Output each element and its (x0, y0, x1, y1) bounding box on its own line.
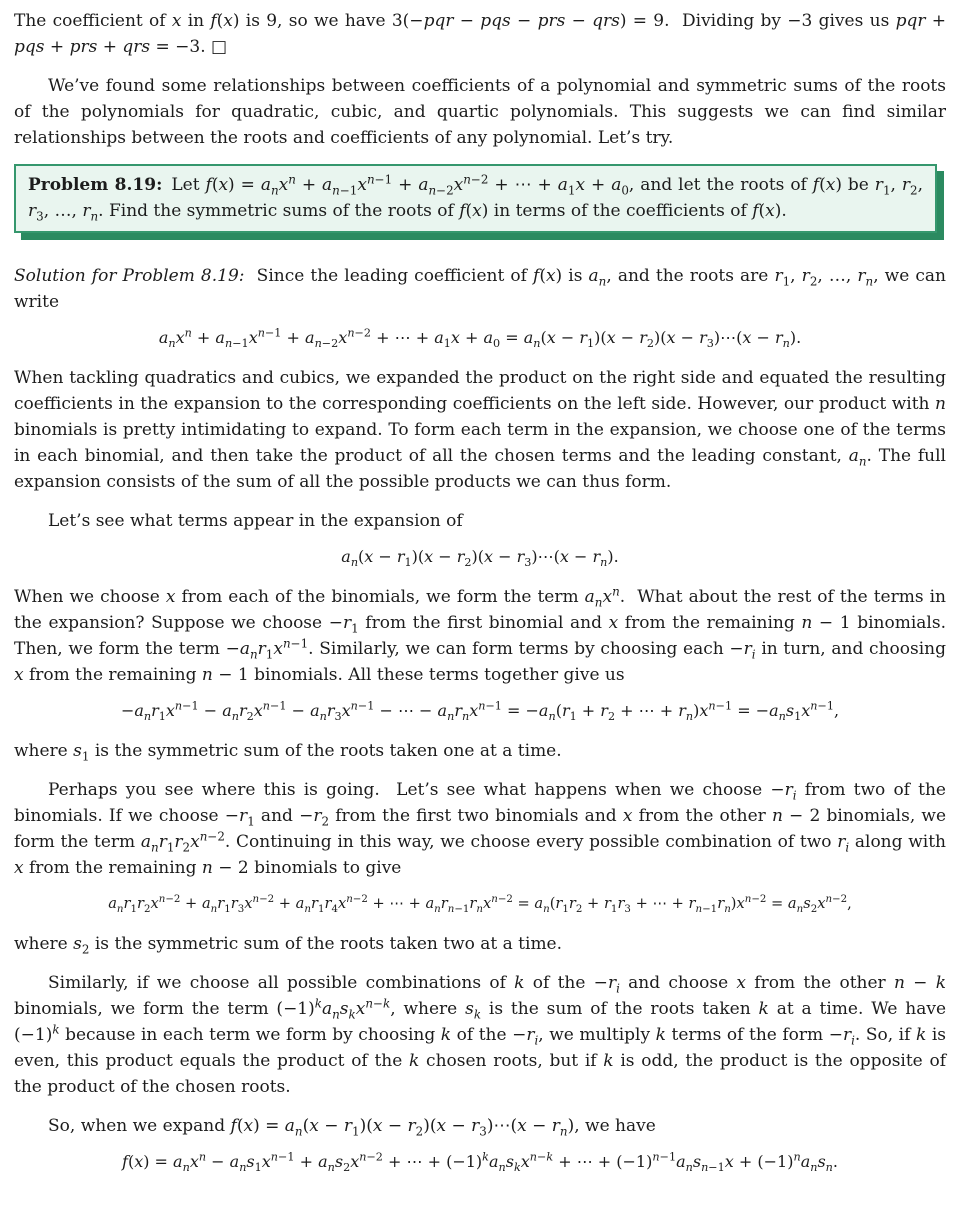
lets-see-terms-paragraph: Let’s see what terms appear in the expansion of (48, 511, 463, 531)
expansion-discussion-paragraph: When tackling quadratics and cubics, we expanded the product on the right side and equated the resulting coefficients in the expansion to the corresponding coefficients on the left side. However, our product with n binomials is pretty intimidating to expand. To form each term in the expansion, we choose one of the terms in each binomial, and then take the product of all the chosen terms and the leading constant, $a_n$. The full expansion consists of the sum of all the possible products we can thus form. (14, 368, 946, 492)
so-when-we-expand-paragraph: So, when we expand $f(x) = a_n(x - r_1)(x - r_2)(x$ − $r_3)\cdots(x - r_n)$, we have (48, 1116, 656, 1139)
problem-box (14, 164, 937, 233)
problem-label: Problem 8.19: (28, 175, 163, 195)
transition-paragraph: We’ve found some relationships between coefficients of a polynomial and symmetric sums of the roots of the polynomials for quadratic, cubic, and quartic polynomials. This suggests we can find similar relationships between the roots and coefficients of any polynomial. Let’s try. (14, 76, 946, 148)
equation-factored-product: $a_n(x - r_1)(x - r_2)(x$ − $r_3)\cdots(x - r_n)$. (341, 547, 619, 570)
perhaps-paragraph: Perhaps you see where this is going. Let’s see what happens when we choose $-r_i$ from two of the binomials. If we choose $-r_1$ and $-r_2$ from the first two binomials and x from the other n − 2 binomials, we form the term $a_nr_1r_2x^{n-2}$. Continuing in this way, we choose every possible combination of two $r_i$ along with x from the remaining n − 2 binomials to give (14, 780, 947, 878)
equation-s1-sum: $-a_nr_1x^{n-1} - a_nr_2x^{n-1} - a_nr_3x^{n-1}$ − ⋯ − $a_nr_nx^{n-1} = -a_n(r_1 + r_2$ + ⋯ + $r_n)x^{n-1} = -a_ns_1x^{n-1}$, (120, 699, 840, 724)
equation-s2-sum: $a_nr_1r_2x^{n-2} + a_nr_1r_3x^{n-2} + a_nr_1r_4x^{n-2}$ + ⋯ + $a_nr_{n-1}r_nx^{n-2} = a_n(r_1r_2 + r_1r_3$ + ⋯ + $r_{n-1}r_n)x^{n-2} = a_ns_2x^{n-2}$, (108, 894, 852, 915)
where-s1-paragraph: where $s_1$ is the symmetric sum of the roots taken one at a time. (14, 741, 562, 764)
proof-conclusion-paragraph: The coefficient of x in f(x) is 9, so we have 3(−pqr − pqs − prs − qrs) = 9. Dividing by −3 gives us pqr + pqs + prs + qrs = −3. □ (14, 11, 946, 57)
where-s2-paragraph: where $s_2$ is the symmetric sum of the roots taken two at a time. (14, 934, 563, 957)
equation-polynomial-factored-form: $a_nx^n + a_{n-1}x^{n-1} + a_{n-2}x^{n-2}$ + ⋯ + $a_1x + a_0 = a_n(x - r_1)(x - r_2)(x$ − $r_3)\cdots(x - r_n)$. (158, 326, 802, 351)
problem-statement: Let $f(x) = a_nx^n + a_{n-1}x^{n-1} + a_{n-2}x^{n-2}$ + ⋯ + $a_1x + a_0$, and let the roots of f(x) be $r_1$, $r_2$, $r_3$, …, $r_n$. Find the symmetric sums of the roots of f(x) in terms of the coefficients of f(x). (28, 172, 923, 224)
problem-text (28, 172, 923, 224)
similarly-k-paragraph: Similarly, if we choose all possible combinations of k of the $-r_i$ and choose x from the other n − k binomials, we form the term $(-1)^ka_ns_kx^{n-k}$, where $s_k$ is the sum of the roots taken k at a time. We have $(-1)^k$ because in each term we form by choosing k of the $-r_i$, we multiply k terms of the form $-r_i$. So, if k is even, this product equals the product of the k chosen roots, but if k is odd, the product is the opposite of the product of the chosen roots. (14, 973, 947, 1097)
equation-vieta-general-form: $f(x) = a_nx^n - a_ns_1x^{n-1} + a_ns_2x^{n-2}$ + ⋯ + $(-1)^ka_ns_kx^{n-k}$ + ⋯ + $(-1)^{n-1}a_ns_{n-1}x + (-1)^na_ns_n$. (122, 1150, 838, 1175)
solution-intro-paragraph: Solution for Problem 8.19: Since the leading coefficient of f(x) is $a_n$, and the roots are $r_1$, $r_2$, …, $r_n$, we can write (14, 266, 946, 312)
choose-x-paragraph: When we choose x from each of the binomials, we form the term $a_nx^n$. What about the rest of the terms in the expansion? Suppose we choose $-r_1$ from the first binomial and x from the remaining n − 1 binomials. Then, we form the term $-a_nr_1x^{n-1}$. Similarly, we can form terms by choosing each $-r_i$ in turn, and choosing x from the remaining n − 1 binomials. All these terms together give us (14, 584, 946, 685)
